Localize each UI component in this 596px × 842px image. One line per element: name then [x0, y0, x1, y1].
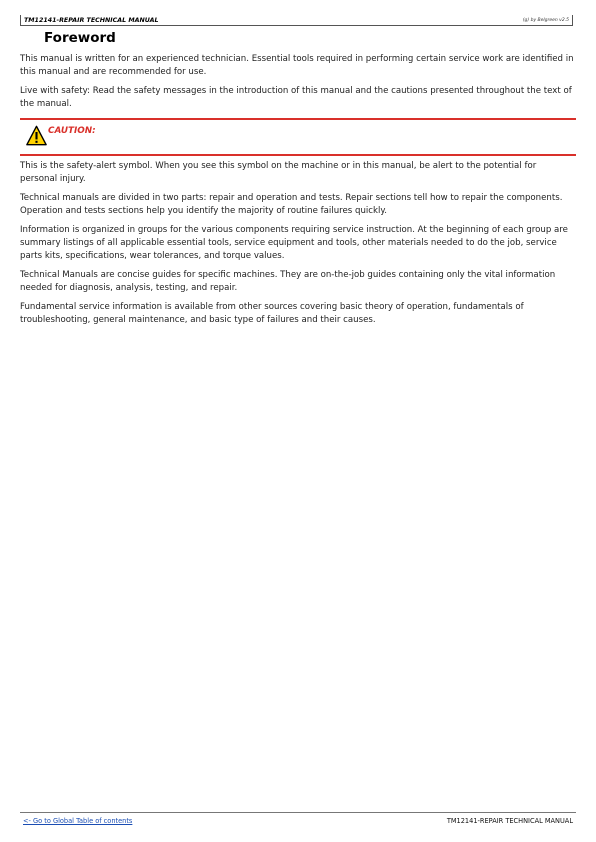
- body-paragraph: This is the safety-alert symbol. When you see this symbol on the machine or in this manual, be alert to the potential for personal injury.: [20, 161, 537, 184]
- intro-paragraph: Live with safety: Read the safety messages in the introduction of this manual and the cautions presented throughout the text of the manual.: [20, 86, 572, 109]
- header-credit: (g) by Belgreen v2.5: [522, 17, 569, 23]
- page-title: Foreword: [44, 30, 116, 46]
- footer-divider: [20, 812, 576, 813]
- footer-doc-title: TM12141-REPAIR TECHNICAL MANUAL: [446, 817, 573, 825]
- global-toc-link[interactable]: <- Go to Global Table of contents: [23, 817, 133, 825]
- caution-box: [20, 118, 576, 156]
- intro-section: [20, 53, 576, 117]
- intro-paragraph: This manual is written for an experienced technician. Essential tools required in performing certain service work are identified in this manual and are recommended for use.: [20, 54, 574, 77]
- body-paragraph: Technical manuals are divided in two parts: repair and operation and tests. Repair sections tell how to repair the components. Operation and tests sections help you identify the majority of routine failures quickly.: [20, 193, 563, 216]
- body-paragraph: Information is organized in groups for the various components requiring service instruction. At the beginning of each group are summary listings of all applicable essential tools, service equipment and tools, other materials needed to do the job, service parts kits, specifications, wear tolerances, and torque values.: [20, 225, 568, 261]
- body-paragraph: Fundamental service information is available from other sources covering basic theory of operation, fundamentals of troubleshooting, general maintenance, and basic type of failures and their causes.: [20, 302, 524, 325]
- page-header: [20, 15, 573, 26]
- warning-triangle-icon: [26, 125, 47, 146]
- caution-label: CAUTION:: [48, 126, 96, 136]
- body-section: [20, 160, 576, 333]
- header-doc-title: TM12141-REPAIR TECHNICAL MANUAL: [24, 16, 159, 24]
- body-paragraph: Technical Manuals are concise guides for specific machines. They are on-the-job guides containing only the vital information needed for diagnosis, analysis, testing, and repair.: [20, 270, 556, 293]
